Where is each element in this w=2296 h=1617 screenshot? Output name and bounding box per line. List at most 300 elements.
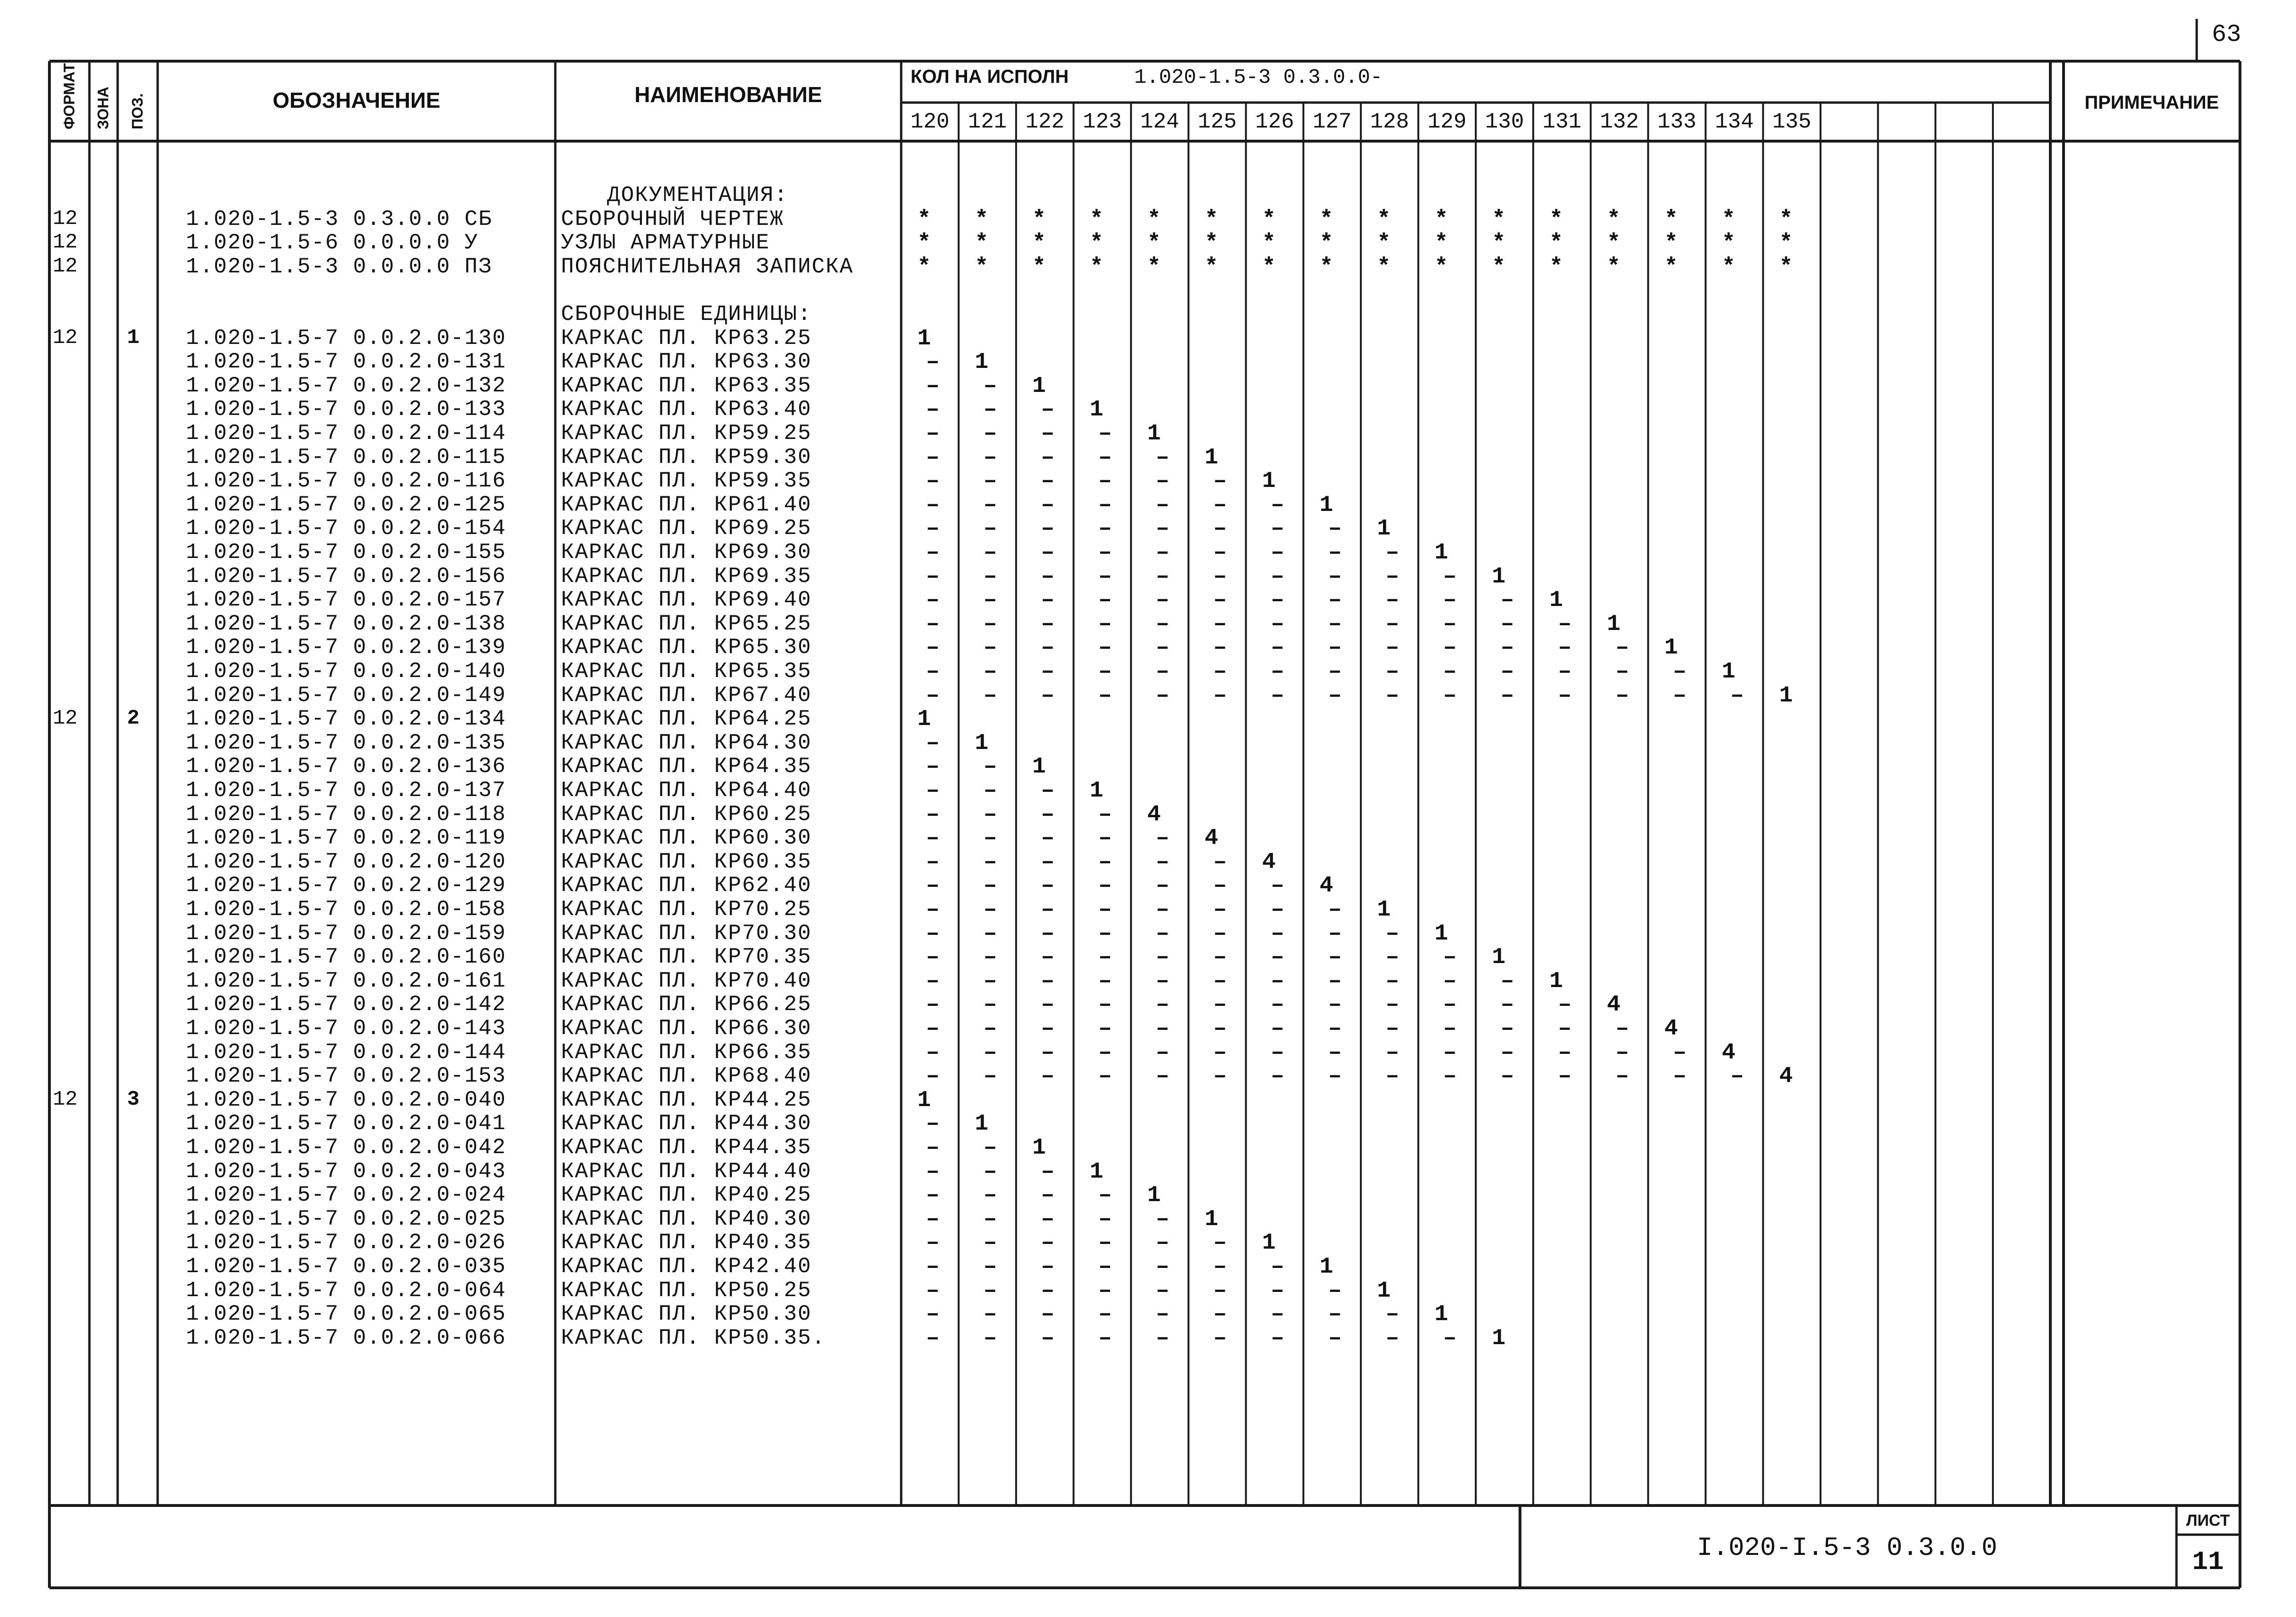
row-designation: 1.020-1.5-7 0.0.2.0-159 (186, 921, 506, 946)
qty-mark: – (1328, 1016, 1342, 1042)
qty-mark: * (1377, 207, 1391, 232)
qty-mark: – (1156, 1254, 1169, 1280)
qty-mark: – (1040, 1325, 1055, 1351)
qty-mark: * (975, 207, 989, 232)
qty-mark: – (1385, 1325, 1400, 1351)
qty-mark: – (983, 1325, 997, 1351)
qty-mark: – (1213, 588, 1227, 613)
row-designation: 1.020-1.5-7 0.0.2.0-138 (186, 611, 506, 636)
row-name: КАРКАС ПЛ. КР69.25 (561, 516, 812, 541)
qty-mark: – (983, 849, 997, 875)
qty-mark: – (1156, 1278, 1169, 1304)
qty-mark: – (1385, 1064, 1400, 1090)
qty-mark: – (1615, 683, 1629, 709)
row-designation: 1.020-1.5-7 0.0.2.0-154 (186, 516, 506, 541)
qty-mark: – (1040, 1040, 1055, 1066)
qty-mark: * (1664, 207, 1678, 232)
qty-mark: – (983, 754, 997, 780)
row-name: КАРКАС ПЛ. КР44.30 (561, 1111, 812, 1136)
qty-mark: 1 (1434, 1302, 1448, 1328)
header-note: ПРИМЕЧАНИЕ (2084, 92, 2219, 113)
qty-mark: – (1098, 469, 1112, 494)
qty-mark: – (1098, 826, 1112, 852)
qty-mark: – (1213, 1064, 1227, 1090)
row-name: КАРКАС ПЛ. КР42.40 (561, 1254, 812, 1279)
row-designation: 1.020-1.5-7 0.0.2.0-041 (186, 1111, 506, 1136)
qty-mark: * (1320, 231, 1333, 256)
qty-mark: – (1443, 611, 1457, 637)
qty-mark: – (1213, 1302, 1227, 1328)
row-format: 12 (53, 1087, 78, 1111)
qty-mark: – (983, 1278, 997, 1304)
row-designation: 1.020-1.5-7 0.0.2.0-025 (186, 1206, 506, 1231)
qty-mark: – (926, 1016, 940, 1042)
qty-mark: – (1098, 1278, 1112, 1304)
qty-mark: * (1779, 207, 1793, 232)
qty-mark: – (926, 683, 940, 709)
qty-mark: – (1213, 992, 1227, 1018)
row-designation: 1.020-1.5-7 0.0.2.0-153 (186, 1064, 506, 1089)
qty-mark: – (1213, 516, 1227, 542)
row-name: КАРКАС ПЛ. КР64.25 (561, 707, 812, 732)
qty-mark: – (983, 611, 997, 637)
qty-mark: – (1040, 1159, 1055, 1185)
qty-mark: – (1443, 945, 1457, 971)
qty-mark: – (1098, 849, 1112, 875)
qty-mark: * (1434, 207, 1448, 232)
qty-mark: * (1607, 254, 1621, 280)
qty-mark: – (1328, 1064, 1342, 1090)
qty-mark: – (1156, 516, 1169, 542)
qty-mark: – (1500, 992, 1514, 1018)
header-variant-131: 131 (1542, 110, 1582, 134)
row-designation: 1.020-1.5-7 0.0.2.0-140 (186, 659, 506, 684)
qty-mark: – (926, 945, 940, 971)
qty-mark: – (983, 945, 997, 971)
row-name: КАРКАС ПЛ. КР65.30 (561, 635, 812, 660)
qty-mark: 1 (1377, 897, 1391, 923)
qty-mark: – (926, 1064, 940, 1090)
qty-mark: – (1385, 921, 1400, 947)
qty-mark: – (1156, 469, 1169, 494)
row-name: КАРКАС ПЛ. КР69.40 (561, 588, 812, 613)
qty-mark: – (1328, 540, 1342, 566)
row-designation: 1.020-1.5-7 0.0.2.0-118 (186, 802, 506, 827)
row-designation: 1.020-1.5-7 0.0.2.0-143 (186, 1016, 506, 1041)
header-variant-126: 126 (1255, 110, 1295, 134)
qty-mark: – (926, 754, 940, 780)
header-name: НАИМЕНОВАНИЕ (634, 82, 822, 107)
row-name: КАРКАС ПЛ. КР59.30 (561, 445, 812, 470)
header-variant-134: 134 (1715, 110, 1754, 134)
row-designation: 1.020-1.5-7 0.0.2.0-136 (186, 754, 506, 779)
qty-mark: – (1040, 1064, 1055, 1090)
qty-mark: * (917, 231, 931, 256)
row-designation: 1.020-1.5-7 0.0.2.0-043 (186, 1159, 506, 1184)
qty-mark: – (1271, 968, 1285, 994)
qty-mark: – (983, 992, 997, 1018)
header-variant-123: 123 (1082, 110, 1122, 134)
row-name: ПОЯСНИТЕЛЬНАЯ ЗАПИСКА (561, 254, 854, 279)
qty-mark: – (926, 350, 940, 375)
qty-mark: 4 (1262, 849, 1276, 875)
qty-mark: – (1558, 659, 1572, 685)
qty-mark: – (1213, 540, 1227, 566)
row-designation: 1.020-1.5-7 0.0.2.0-131 (186, 350, 506, 374)
qty-mark: – (1156, 1325, 1169, 1351)
qty-mark: – (1213, 492, 1227, 518)
header-variant-135: 135 (1772, 110, 1811, 134)
qty-mark: – (1040, 968, 1055, 994)
header-variant-129: 129 (1427, 110, 1467, 134)
qty-mark: – (1385, 1016, 1400, 1042)
qty-mark: – (1213, 611, 1227, 637)
row-name: КАРКАС ПЛ. КР65.35 (561, 659, 812, 684)
qty-mark: – (1271, 1040, 1285, 1066)
qty-mark: – (1098, 1254, 1112, 1280)
qty-mark: – (1213, 968, 1227, 994)
qty-mark: – (1328, 635, 1342, 661)
row-designation: 1.020-1.5-7 0.0.2.0-158 (186, 897, 506, 922)
row-designation: 1.020-1.5-7 0.0.2.0-114 (186, 421, 506, 446)
qty-mark: – (1213, 635, 1227, 661)
header-qty-code: 1.020-1.5-3 0.3.0.0- (1134, 66, 1383, 89)
qty-mark: – (983, 1135, 997, 1161)
qty-mark: 1 (1377, 516, 1391, 542)
qty-mark: – (1271, 1302, 1285, 1328)
qty-mark: – (1040, 992, 1055, 1018)
qty-mark: – (926, 1278, 940, 1304)
row-name: КАРКАС ПЛ. КР59.35 (561, 469, 812, 494)
qty-mark: – (926, 540, 940, 566)
qty-mark: 1 (1549, 588, 1563, 613)
qty-mark: – (983, 873, 997, 899)
qty-mark: * (1549, 231, 1563, 256)
row-designation: 1.020-1.5-7 0.0.2.0-149 (186, 683, 506, 708)
qty-mark: – (1213, 683, 1227, 709)
sheet-number: 11 (2192, 1547, 2224, 1577)
qty-mark: – (1156, 635, 1169, 661)
qty-mark: 1 (917, 707, 931, 733)
qty-mark: * (1549, 254, 1563, 280)
qty-mark: – (1156, 611, 1169, 637)
qty-mark: – (983, 778, 997, 804)
row-name: КАРКАС ПЛ. КР70.40 (561, 968, 812, 993)
qty-mark: * (1262, 254, 1276, 280)
row-name: СБОРОЧНЫЕ ЕДИНИЦЫ: (561, 302, 812, 327)
qty-mark: – (1098, 421, 1112, 446)
qty-mark: – (1156, 564, 1169, 589)
qty-mark: – (1328, 897, 1342, 923)
qty-mark: – (983, 1254, 997, 1280)
qty-mark: – (1213, 897, 1227, 923)
qty-mark: – (1443, 968, 1457, 994)
row-name: КАРКАС ПЛ. КР40.25 (561, 1183, 812, 1208)
qty-mark: – (983, 1183, 997, 1209)
row-name: КАРКАС ПЛ. КР40.35 (561, 1230, 812, 1255)
qty-mark: – (1040, 1302, 1055, 1328)
qty-mark: – (1328, 1278, 1342, 1304)
row-name: КАРКАС ПЛ. КР60.35 (561, 849, 812, 874)
row-name: УЗЛЫ АРМАТУРНЫЕ (561, 231, 770, 255)
qty-mark: – (1040, 945, 1055, 971)
qty-mark: – (1098, 968, 1112, 994)
row-position: 1 (127, 326, 140, 350)
qty-mark: – (1271, 516, 1285, 542)
qty-mark: – (1098, 1230, 1112, 1256)
row-designation: 1.020-1.5-7 0.0.2.0-040 (186, 1087, 506, 1112)
row-designation: 1.020-1.5-7 0.0.2.0-142 (186, 992, 506, 1017)
qty-mark: – (1500, 968, 1514, 994)
qty-mark: – (983, 635, 997, 661)
qty-mark: – (1156, 1302, 1169, 1328)
qty-mark: 1 (1434, 921, 1448, 947)
header-zone: ЗОНА (95, 87, 112, 129)
row-designation: 1.020-1.5-7 0.0.2.0-132 (186, 373, 506, 398)
row-designation: 1.020-1.5-7 0.0.2.0-135 (186, 730, 506, 755)
qty-mark: * (1434, 231, 1448, 256)
qty-mark: – (926, 873, 940, 899)
qty-mark: – (1443, 683, 1457, 709)
row-designation: 1.020-1.5-7 0.0.2.0-024 (186, 1183, 506, 1208)
qty-mark: – (1500, 1064, 1514, 1090)
header-pos: ПОЗ. (128, 93, 146, 129)
qty-mark: 1 (1492, 564, 1506, 589)
row-name: КАРКАС ПЛ. КР70.35 (561, 945, 812, 970)
qty-mark: – (1385, 1040, 1400, 1066)
row-name: КАРКАС ПЛ. КР63.25 (561, 326, 812, 350)
qty-mark: – (1500, 1016, 1514, 1042)
qty-mark: – (1558, 611, 1572, 637)
qty-mark: – (1040, 1016, 1055, 1042)
qty-mark: – (1040, 826, 1055, 852)
qty-mark: – (983, 373, 997, 399)
qty-mark: – (1098, 588, 1112, 613)
row-designation: 1.020-1.5-7 0.0.2.0-116 (186, 469, 506, 494)
qty-mark: * (1549, 207, 1563, 232)
qty-mark: – (983, 1064, 997, 1090)
qty-mark: – (1615, 1040, 1629, 1066)
row-designation: 1.020-1.5-3 0.3.0.0 СБ (186, 207, 493, 231)
row-designation: 1.020-1.5-7 0.0.2.0-157 (186, 588, 506, 613)
qty-mark: – (1156, 921, 1169, 947)
qty-mark: – (926, 1159, 940, 1185)
qty-mark: – (1156, 1040, 1169, 1066)
qty-mark: – (1040, 635, 1055, 661)
qty-mark: – (1098, 1325, 1112, 1351)
qty-mark: – (1271, 873, 1285, 899)
qty-mark: – (1156, 873, 1169, 899)
header-designation: ОБОЗНАЧЕНИЕ (272, 88, 440, 112)
qty-mark: – (983, 1230, 997, 1256)
row-name: КАРКАС ПЛ. КР44.35 (561, 1135, 812, 1160)
qty-mark: – (1156, 1230, 1169, 1256)
qty-mark: * (1262, 231, 1276, 256)
qty-mark: – (1271, 921, 1285, 947)
row-position: 2 (127, 707, 140, 731)
qty-mark: – (1615, 659, 1629, 685)
qty-mark: – (1615, 1064, 1629, 1090)
qty-mark: – (1443, 635, 1457, 661)
qty-mark: – (983, 683, 997, 709)
qty-mark: – (1443, 659, 1457, 685)
qty-mark: – (1673, 1040, 1687, 1066)
row-name: КАРКАС ПЛ. КР69.30 (561, 540, 812, 565)
qty-mark: – (1558, 1016, 1572, 1042)
row-designation: 1.020-1.5-7 0.0.2.0-066 (186, 1325, 506, 1350)
qty-mark: 1 (1377, 1278, 1391, 1304)
qty-mark: * (1779, 254, 1793, 280)
qty-mark: – (1443, 1325, 1457, 1351)
qty-mark: – (1443, 1040, 1457, 1066)
row-name: КАРКАС ПЛ. КР44.25 (561, 1087, 812, 1112)
qty-mark: – (983, 1016, 997, 1042)
qty-mark: – (926, 564, 940, 589)
qty-mark: – (983, 968, 997, 994)
qty-mark: – (1098, 1302, 1112, 1328)
row-name: КАРКАС ПЛ. КР66.35 (561, 1040, 812, 1065)
qty-mark: – (1328, 921, 1342, 947)
qty-mark: – (926, 992, 940, 1018)
qty-mark: – (926, 1040, 940, 1066)
qty-mark: * (1492, 207, 1506, 232)
row-designation: 1.020-1.5-7 0.0.2.0-160 (186, 945, 506, 970)
qty-mark: – (1156, 683, 1169, 709)
qty-mark: 1 (1721, 659, 1736, 685)
qty-mark: – (1098, 492, 1112, 518)
qty-mark: * (1147, 207, 1161, 232)
qty-mark: 1 (1664, 635, 1678, 661)
qty-mark: – (926, 897, 940, 923)
row-designation: 1.020-1.5-7 0.0.2.0-026 (186, 1230, 506, 1255)
sheet-label: ЛИСТ (2186, 1512, 2230, 1529)
qty-mark: – (1385, 968, 1400, 994)
qty-mark: – (926, 730, 940, 756)
qty-mark: – (1615, 1016, 1629, 1042)
header-variant-133: 133 (1657, 110, 1696, 134)
qty-mark: 1 (1492, 945, 1506, 971)
qty-mark: – (983, 540, 997, 566)
qty-mark: – (1558, 1064, 1572, 1090)
row-designation: 1.020-1.5-7 0.0.2.0-042 (186, 1135, 506, 1160)
qty-mark: 1 (1320, 1254, 1333, 1280)
row-format: 12 (53, 326, 78, 350)
qty-mark: – (1040, 540, 1055, 566)
qty-mark: – (1730, 683, 1744, 709)
qty-mark: – (1213, 659, 1227, 685)
row-name: КАРКАС ПЛ. КР50.25 (561, 1278, 812, 1303)
qty-mark: * (1721, 254, 1736, 280)
header-variant-130: 130 (1485, 110, 1524, 134)
row-designation: 1.020-1.5-7 0.0.2.0-161 (186, 968, 506, 993)
qty-mark: 4 (1664, 1016, 1678, 1042)
qty-mark: * (917, 207, 931, 232)
row-format: 12 (53, 207, 78, 231)
qty-mark: – (1271, 588, 1285, 613)
qty-mark: – (1385, 992, 1400, 1018)
qty-mark: – (983, 445, 997, 470)
qty-mark: – (1271, 897, 1285, 923)
qty-mark: – (1673, 1064, 1687, 1090)
qty-mark: – (1673, 659, 1687, 685)
qty-mark: – (1673, 683, 1687, 709)
row-name: КАРКАС ПЛ. КР63.40 (561, 397, 812, 422)
qty-mark: – (1156, 968, 1169, 994)
qty-mark: – (1156, 445, 1169, 470)
qty-mark: * (1434, 254, 1448, 280)
row-name: КАРКАС ПЛ. КР62.40 (561, 873, 812, 898)
qty-mark: – (1156, 945, 1169, 971)
row-name: КАРКАС ПЛ. КР70.25 (561, 897, 812, 922)
qty-mark: * (1032, 231, 1046, 256)
qty-mark: – (926, 421, 940, 446)
qty-mark: – (926, 1230, 940, 1256)
qty-mark: – (1271, 683, 1285, 709)
row-designation: 1.020-1.5-7 0.0.2.0-129 (186, 873, 506, 898)
qty-mark: – (1385, 588, 1400, 613)
row-designation: 1.020-1.5-7 0.0.2.0-115 (186, 445, 506, 470)
qty-mark: – (1156, 992, 1169, 1018)
row-name: КАРКАС ПЛ. КР44.40 (561, 1159, 812, 1184)
row-designation: 1.020-1.5-7 0.0.2.0-155 (186, 540, 506, 565)
qty-mark: – (1098, 445, 1112, 470)
row-designation: 1.020-1.5-7 0.0.2.0-119 (186, 826, 506, 851)
header-variant-127: 127 (1312, 110, 1352, 134)
qty-mark: – (1098, 516, 1112, 542)
qty-mark: – (1040, 1254, 1055, 1280)
qty-mark: * (1204, 231, 1218, 256)
qty-mark: – (1328, 968, 1342, 994)
qty-mark: * (1721, 231, 1736, 256)
row-designation: 1.020-1.5-7 0.0.2.0-137 (186, 778, 506, 803)
qty-mark: – (1040, 397, 1055, 423)
qty-mark: – (1040, 445, 1055, 470)
qty-mark: – (1558, 1040, 1572, 1066)
qty-mark: – (1385, 1302, 1400, 1328)
qty-mark: – (1156, 1064, 1169, 1090)
qty-mark: – (1098, 897, 1112, 923)
qty-mark: * (1377, 254, 1391, 280)
qty-mark: 1 (1089, 397, 1104, 423)
row-name: КАРКАС ПЛ. КР68.40 (561, 1064, 812, 1089)
qty-mark: * (1089, 254, 1104, 280)
qty-mark: – (1385, 945, 1400, 971)
qty-mark: * (1032, 207, 1046, 232)
row-format: 12 (53, 707, 78, 731)
qty-mark: 1 (1492, 1325, 1506, 1351)
qty-mark: – (1213, 873, 1227, 899)
row-name: КАРКАС ПЛ. КР60.30 (561, 826, 812, 851)
qty-mark: – (926, 802, 940, 828)
qty-mark: – (1328, 945, 1342, 971)
row-designation: 1.020-1.5-7 0.0.2.0-130 (186, 326, 506, 350)
qty-mark: 1 (975, 1111, 989, 1137)
row-position: 3 (127, 1087, 140, 1111)
qty-mark: – (926, 1302, 940, 1328)
qty-mark: – (1213, 1016, 1227, 1042)
qty-mark: 1 (975, 730, 989, 756)
qty-mark: – (983, 1206, 997, 1232)
title-block-code: I.020-I.5-3 0.3.0.0 (1696, 1533, 1998, 1563)
qty-mark: – (983, 1302, 997, 1328)
qty-mark: – (1213, 1254, 1227, 1280)
qty-mark: – (983, 421, 997, 446)
qty-mark: – (1040, 873, 1055, 899)
qty-mark: – (1156, 659, 1169, 685)
qty-mark: – (1040, 897, 1055, 923)
qty-mark: – (1385, 611, 1400, 637)
qty-mark: * (1664, 254, 1678, 280)
